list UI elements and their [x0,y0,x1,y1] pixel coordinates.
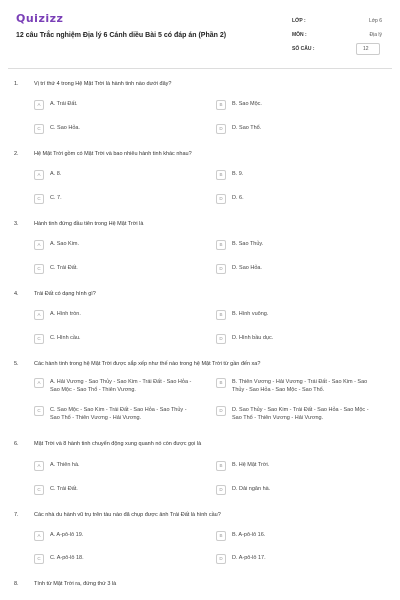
option-a[interactable] [34,533,194,541]
option-text: C. Trái Đất. [50,265,78,271]
option-text: C. Sao Hỏa. [50,125,80,131]
question-number: 8. [14,581,19,587]
option-a[interactable] [34,242,194,250]
option-text: C. Sao Mộc - Sao Kim - Trái Đất - Sao Hỏa - Sao Thủy - Sao Thổ - Thiên Vương - Hải Vương. [50,407,187,421]
option-text: A. Hình tròn. [50,311,81,317]
option-c[interactable] [34,487,194,495]
option-letter: B [216,240,226,250]
option-letter: C [34,406,44,416]
option-b[interactable] [216,533,376,541]
option-letter: A [34,461,44,471]
question-text: Hành tinh đứng đầu tiên trong Hệ Mặt Trời là [34,221,144,227]
option-b[interactable] [216,242,376,250]
option-text: A. Thiên hà. [50,462,80,468]
question-text: Các hành tinh trong hệ Mặt Trời được sắp xếp như thế nào trong hệ Mặt Trời từ gần đến xa? [34,361,261,367]
option-letter: C [34,554,44,564]
question-number: 2. [14,151,19,157]
option-text: B. Sao Thủy. [232,241,264,247]
option-letter: B [216,378,226,388]
option-letter: B [216,170,226,180]
option-text: B. Hệ Mặt Trời. [232,462,270,468]
option-text: B. Sao Mộc. [232,101,262,107]
meta-class [292,14,388,27]
option-text: D. Dải ngân hà. [232,486,271,492]
option-letter: A [34,170,44,180]
option-letter: C [34,124,44,134]
option-letter: D [216,554,226,564]
meta-count [292,42,388,55]
question-number: 7. [14,512,19,518]
question-number: 5. [14,361,19,367]
option-letter: D [216,194,226,204]
option-letter: C [34,264,44,274]
option-text: C. Trái Đất. [50,486,78,492]
option-letter: A [34,531,44,541]
question-text: Tính từ Mặt Trời ra, đứng thứ 3 là [34,581,117,587]
meta-label: LỚP : [292,17,306,24]
option-c[interactable] [34,556,194,564]
option-b[interactable] [216,102,376,110]
question-text: Mặt Trời và 8 hành tinh chuyển động xung quanh nó còn được gọi là [34,441,202,447]
option-letter: A [34,310,44,320]
meta-subject [292,28,388,41]
meta-value: Lớp 6 [368,17,382,24]
divider [8,68,392,69]
option-text: C. Hình cầu. [50,335,81,341]
option-text: A. Trái Đất. [50,101,78,107]
option-d[interactable] [216,196,376,204]
option-text: C. 7. [50,195,62,201]
option-text: A. 8. [50,171,62,177]
question-number: 6. [14,441,19,447]
option-a[interactable] [34,102,194,110]
option-letter: D [216,334,226,344]
option-letter: B [216,461,226,471]
question-number: 4. [14,291,19,297]
option-letter: D [216,485,226,495]
meta-box [292,14,388,56]
quizizz-logo: Quizizz [16,12,64,25]
option-b[interactable] [216,172,376,180]
option-text: D. 6. [232,195,244,201]
option-c[interactable] [34,266,194,274]
question-number: 1. [14,81,19,87]
option-text: D. Sao Thủy - Sao Kim - Trái Đất - Sao Hỏa - Sao Mộc - Sao Thổ - Thiên Vương - Hải Vương. [232,407,369,421]
option-text: A. A-pô-lô 19. [50,532,84,538]
question-text: Các nhà du hành vũ trụ trên tàu nào đã chụp được ảnh Trái Đất là hình cầu? [34,512,221,518]
option-letter: B [216,100,226,110]
option-d[interactable] [216,408,376,422]
option-a[interactable] [34,172,194,180]
option-b[interactable] [216,380,376,394]
question-text: Trái Đất có dạng hình gì? [34,291,96,297]
option-text: D. A-pô-lô 17. [232,555,266,561]
option-text: A. Hải Vương - Sao Thủy - Sao Kim - Trái Đất - Sao Hỏa - Sao Mộc - Sao Thổ - Thiên Vương. [50,379,192,393]
option-a[interactable] [34,312,194,320]
option-letter: C [34,334,44,344]
option-c[interactable] [34,126,194,134]
option-letter: A [34,378,44,388]
option-letter: D [216,406,226,416]
meta-value: Địa lý [369,31,382,38]
option-text: B. Thiên Vương - Hải Vương - Trái Đất - Sao Kim - Sao Thủy - Sao Hỏa - Sao Mộc - Sao Thổ. [232,379,368,393]
option-letter: D [216,124,226,134]
option-a[interactable] [34,463,194,471]
option-d[interactable] [216,266,376,274]
option-text: D. Sao Thổ. [232,125,262,131]
option-text: B. 9. [232,171,244,177]
option-d[interactable] [216,556,376,564]
option-c[interactable] [34,336,194,344]
meta-label: MÔN : [292,31,307,38]
meta-label: SỐ CÂU : [292,45,315,52]
option-text: C. A-pô-lô 18. [50,555,84,561]
question-text: Vị trí thứ 4 trong Hệ Mặt Trời là hành tinh nào dưới đây? [34,81,172,87]
option-b[interactable] [216,463,376,471]
question-number: 3. [14,221,19,227]
header [0,0,400,60]
option-c[interactable] [34,196,194,204]
option-letter: C [34,194,44,204]
option-letter: B [216,310,226,320]
option-letter: A [34,100,44,110]
option-letter: D [216,264,226,274]
page-title: 12 câu Trắc nghiệm Địa lý 6 Cánh diều Bài 5 có đáp án (Phần 2) [16,32,227,39]
option-text: B. A-pô-lô 16. [232,532,266,538]
option-b[interactable] [216,312,376,320]
option-letter: C [34,485,44,495]
option-letter: B [216,531,226,541]
option-text: B. Hình vuông. [232,311,269,317]
option-c[interactable] [34,408,194,422]
question-text: Hệ Mặt Trời gồm có Mặt Trời và bao nhiêu hành tinh khác nhau? [34,151,192,157]
option-d[interactable] [216,336,376,344]
option-letter: A [34,240,44,250]
option-text: A. Sao Kim. [50,241,80,247]
option-a[interactable] [34,380,194,394]
option-text: D. Hình bầu dục. [232,335,274,341]
meta-value: 12 [356,43,380,55]
option-text: D. Sao Hỏa. [232,265,262,271]
option-d[interactable] [216,126,376,134]
option-d[interactable] [216,487,376,495]
